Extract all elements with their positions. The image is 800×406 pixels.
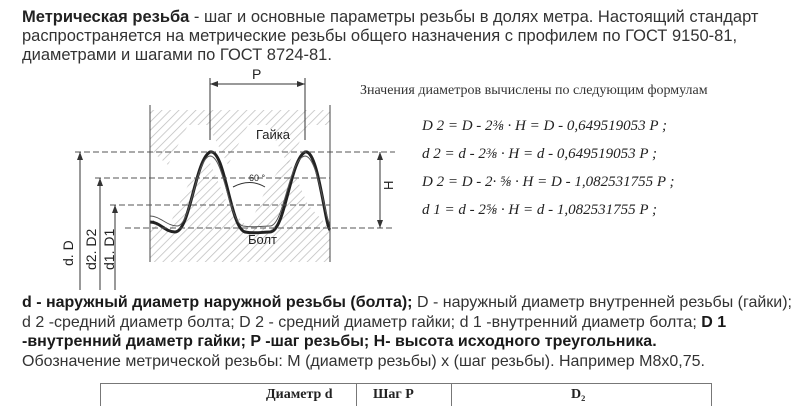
formula-1: D 2 = D - 2⅜ · H = D - 0,649519053 P ;: [422, 118, 667, 134]
def-text-1: D - наружный диаметр внутренней резьбы (гайки); d 2 -средний диаметр болта; D 2 - средний диаметр гайки; d 1 -внутренний диаметр болта;: [22, 294, 792, 331]
table-col-pitch: Шаг P: [373, 387, 414, 402]
definitions-paragraph: [22, 293, 792, 371]
table-col-d2: D₂: [571, 387, 586, 402]
def-text-2: Обозначение метрической резьбы: M (диаметр резьбы) x (шаг резьбы). Например М8х0,75.: [22, 352, 705, 370]
label-d: d. D: [60, 240, 76, 266]
formula-4: d 1 = d - 2⅝ · H = d - 1,082531755 P ;: [422, 202, 657, 218]
label-angle: 60 °: [249, 173, 266, 183]
label-h: H: [381, 180, 396, 190]
label-nut: Гайка: [256, 127, 291, 142]
formula-2: d 2 = d - 2⅜ · H = d - 0,649519053 P ;: [422, 146, 657, 162]
intro-paragraph: [22, 8, 792, 65]
formulas-title: Значения диаметров вычислены по следующим формулам: [360, 83, 708, 98]
formula-3: D 2 = D - 2· ⅝ · H = D - 1,082531755 P ;: [422, 174, 675, 190]
label-bolt: Болт: [248, 232, 278, 247]
def-bold-1: d - наружный диаметр наружной резьбы (болта);: [22, 294, 413, 311]
label-p: P: [252, 66, 262, 82]
label-d1: d1. D1: [101, 228, 117, 270]
label-d2: d2. D2: [83, 228, 99, 270]
def-bold-2: D 1 -внутренний диаметр гайки; P -шаг резьбы; H- высота исходного треугольника.: [22, 313, 727, 350]
bolt-hatch: [150, 158, 330, 262]
intro-text: - шаг и основные параметры резьбы в долях метра. Настоящий стандарт распространяется на метрические резьбы общего назначения с профилем по ГОСТ 9150-81, диаметрами и шагами по ГОСТ 8724-81.: [22, 8, 759, 64]
nut-hatch: [150, 110, 330, 180]
intro-title: Метрическая резьба: [22, 8, 190, 26]
table-col-diameter: Диаметр d: [266, 387, 333, 402]
